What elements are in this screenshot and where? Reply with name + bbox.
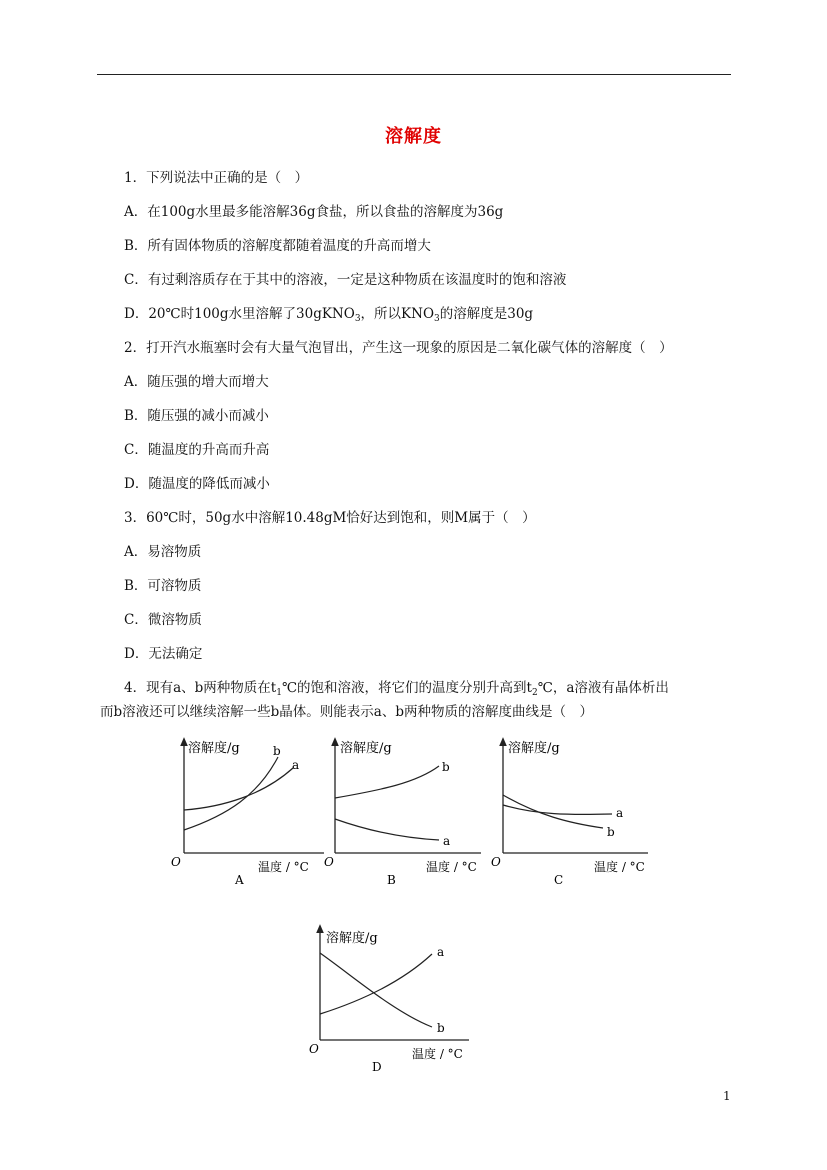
curve-b (335, 766, 439, 798)
label-b: b (442, 760, 450, 774)
q3-option-b: B．可溶物质 (124, 578, 202, 594)
curve-a (503, 805, 612, 814)
label-b: b (607, 825, 615, 839)
x-axis-label: 温度 / °C (258, 860, 309, 874)
caption-d: D (372, 1060, 382, 1074)
graph-b (321, 735, 491, 894)
q2-option-b: B．随压强的减小而减小 (124, 408, 269, 424)
q1-option-d: D．20℃时100g水里溶解了30gKNO$_3$，所以$KNO_3$的溶解度是30g (124, 306, 534, 324)
q1-option-a: A．在100g水里最多能溶解36g食盐，所以食盐的溶解度为36g (124, 204, 504, 220)
y-axis-label: 溶解度/g (188, 741, 240, 756)
label-a: a (292, 758, 300, 772)
y-axis-label: 溶解度/g (326, 931, 378, 946)
caption-c: C (554, 873, 564, 887)
y-axis-label: 溶解度/g (340, 741, 392, 756)
q2-stem: 2．打开汽水瓶塞时会有大量气泡冒出，产生这一现象的原因是二氧化碳气体的溶解度（ ） (124, 340, 673, 356)
x-axis-label: 温度 / °C (426, 860, 477, 874)
caption-a: A (235, 873, 244, 887)
y-axis-label: 溶解度/g (508, 741, 560, 756)
q1-option-b: B．所有固体物质的溶解度都随着温度的升高而增大 (124, 238, 431, 254)
q1-stem: 1．下列说法中正确的是（ ） (124, 170, 309, 186)
label-a: a (616, 806, 624, 820)
curve-b (320, 953, 432, 1027)
header-rule (97, 74, 731, 75)
label-a: a (437, 945, 445, 959)
curve-b (503, 795, 603, 828)
q3-option-d: D．无法确定 (124, 646, 203, 662)
q3-option-a: A．易溶物质 (124, 544, 202, 560)
origin-label: O (491, 855, 501, 869)
label-a: a (443, 834, 451, 848)
origin-label: O (324, 855, 334, 869)
origin-label: O (309, 1042, 319, 1056)
label-b: b (437, 1021, 445, 1035)
curve-a (335, 819, 439, 840)
x-axis-label: 温度 / °C (594, 860, 645, 874)
label-b: b (273, 744, 281, 758)
graph-d (304, 922, 484, 1081)
x-axis-label: 温度 / °C (412, 1047, 463, 1061)
q3-stem: 3．60℃时，50g水中溶解10.48gM恰好达到饱和，则M属于（ ） (124, 510, 536, 526)
q2-option-c: C．随温度的升高而升高 (124, 442, 270, 458)
q4-stem-line2: 而b溶液还可以继续溶解一些b晶体。则能表示a、b两种物质的溶解度曲线是（ ） (100, 704, 593, 720)
q2-option-d: D．随温度的降低而减小 (124, 476, 270, 492)
q1-option-c: C．有过剩溶质存在于其中的溶液，一定是这种物质在该温度时的饱和溶液 (124, 272, 567, 288)
page-title: 溶解度 (385, 126, 442, 147)
graph-a (168, 735, 328, 894)
q4-stem-line1: 4．现有a、b两种物质在$t_1℃$的饱和溶液，将它们的温度分别升高到$t_2℃$，a溶液有晶体析出 (124, 680, 669, 698)
curve-a (320, 954, 432, 1014)
page-number: 1 (723, 1089, 731, 1103)
q3-option-c: C．微溶物质 (124, 612, 202, 628)
caption-b: B (387, 873, 396, 887)
q2-option-a: A．随压强的增大而增大 (124, 374, 269, 390)
origin-label: O (171, 855, 181, 869)
curve-b (184, 757, 278, 830)
graph-c (488, 735, 658, 894)
